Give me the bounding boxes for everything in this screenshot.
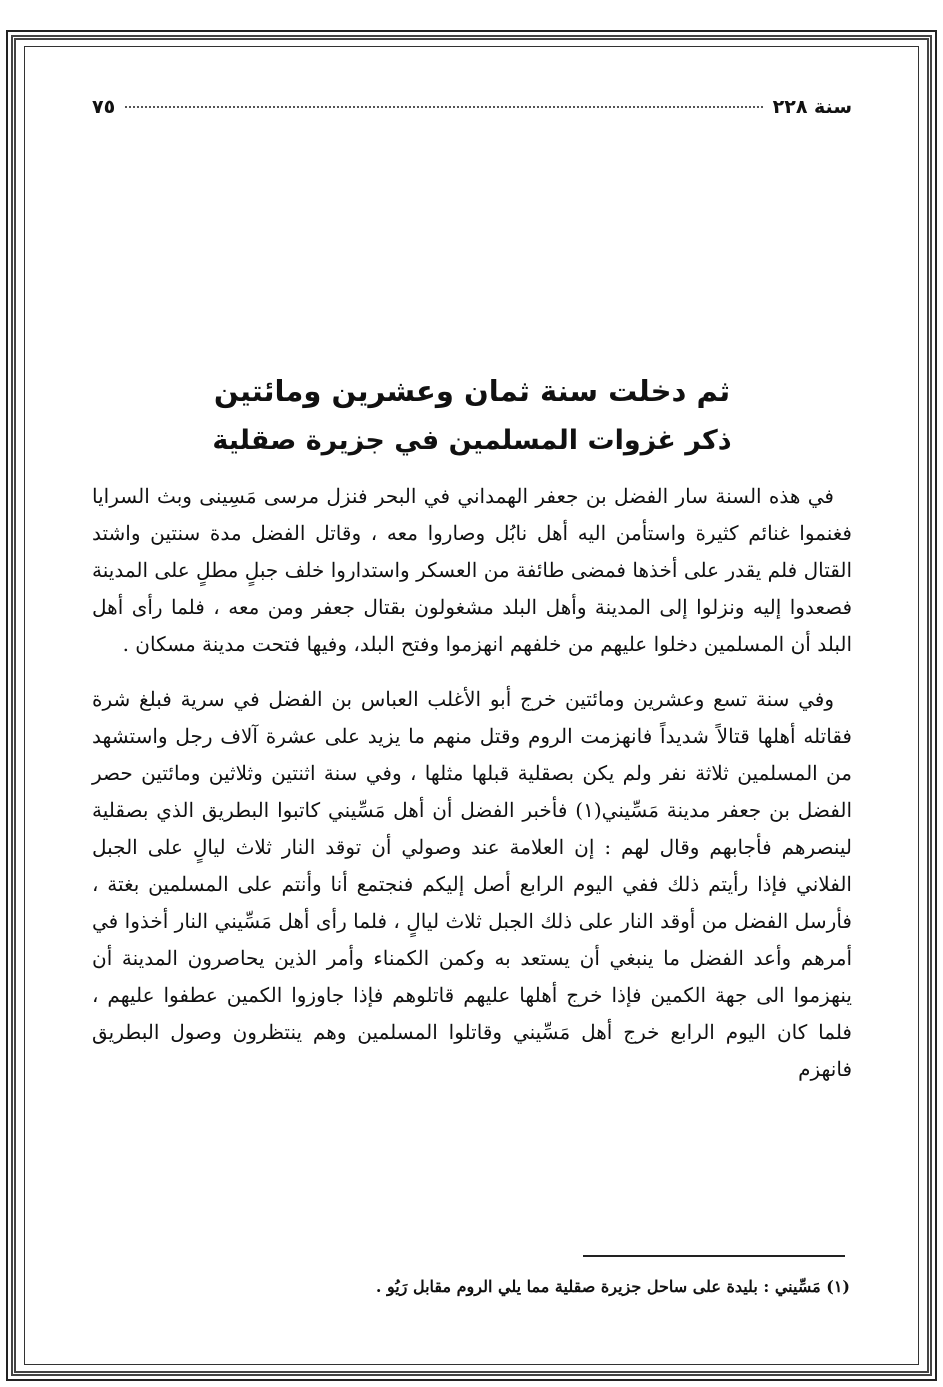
page-number: ٧٥ (92, 96, 116, 118)
dotted-leader (125, 106, 762, 108)
chapter-heading: ثم دخلت سنة ثمان وعشرين ومائتين (213, 374, 731, 408)
footnote: (١) مَسِّيني : بليدة على ساحل جزيرة صقلية مما يلي الروم مقابل رَيُو . (375, 1277, 850, 1296)
running-header (92, 96, 852, 136)
header-year: سنة ٢٢٨ (772, 96, 852, 118)
page-content (92, 96, 852, 1088)
body-paragraph-2: وفي سنة تسع وعشرين ومائتين خرج أبو الأغلب العباس بن الفضل في سرية فبلغ شرة فقاتله أهلها قتالاً شديداً فانهزمت الروم وقتل منهم ما يزيد على عشرة آلاف رجل واستشهد من المسلمين ثلاثة نفر ولم يكن بصقلية قبلها مثلها ، وفي سنة اثنتين وثلاثين ومائتين حصر الفضل بن جعفر مدينة مَسِّيني(١) فأخبر الفضل أن أهل مَسِّيني كاتبوا البطريق الذي بصقلية لينصرهم فأجابهم وقال لهم : إن العلامة عند وصولي أن توقد النار ثلاث ليالٍ على الجبل الفلاني فإذا رأيتم ذلك ففي اليوم الرابع أصل إليكم فنجتمع أنا وأنتم على المسلمين بغتة ، فأرسل الفضل من أوقد النار على ذلك الجبل ثلاث ليالٍ ، فلما رأى أهل مَسِّيني النار أخذوا في أمرهم وأعد الفضل ما ينبغي أن يستعد به وكمن الكمناء وأمر الذين يحاصرون المدينة أن ينهزموا الى جهة الكمين فإذا خرج أهلها عليهم قاتلوهم فإذا جاوزوا الكمين عطفوا عليهم ، فلما كان اليوم الرابع خرج أهل مَسِّيني وقاتلوا المسلمين وهم ينتظرون وصول البطريق فانهزم (92, 687, 853, 1081)
footnote-separator (583, 1255, 845, 1257)
section-heading: ذكر غزوات المسلمين في جزيرة صقلية (212, 425, 732, 456)
body-paragraph-1: في هذه السنة سار الفضل بن جعفر الهمداني في البحر فنزل مرسى مَسِينى وبث السرايا فغنموا غنائم كثيرة واستأمن اليه أهل نابُل وصاروا معه ، وقاتل الفضل مدة سنتين واشتد القتال فلم يقدر على أخذها فمضى طائفة من العسكر واستداروا خلف جبلٍ مطلٍ على المدينة فصعدوا إليه ونزلوا إلى المدينة وأهل البلد مشغولون بقتال جعفر ومن معه ، فلما رأى أهل البلد أن المسلمين دخلوا عليهم من خلفهم انهزموا وفتح البلد، وفيها فتحت مدينة مسكان . (92, 484, 852, 656)
